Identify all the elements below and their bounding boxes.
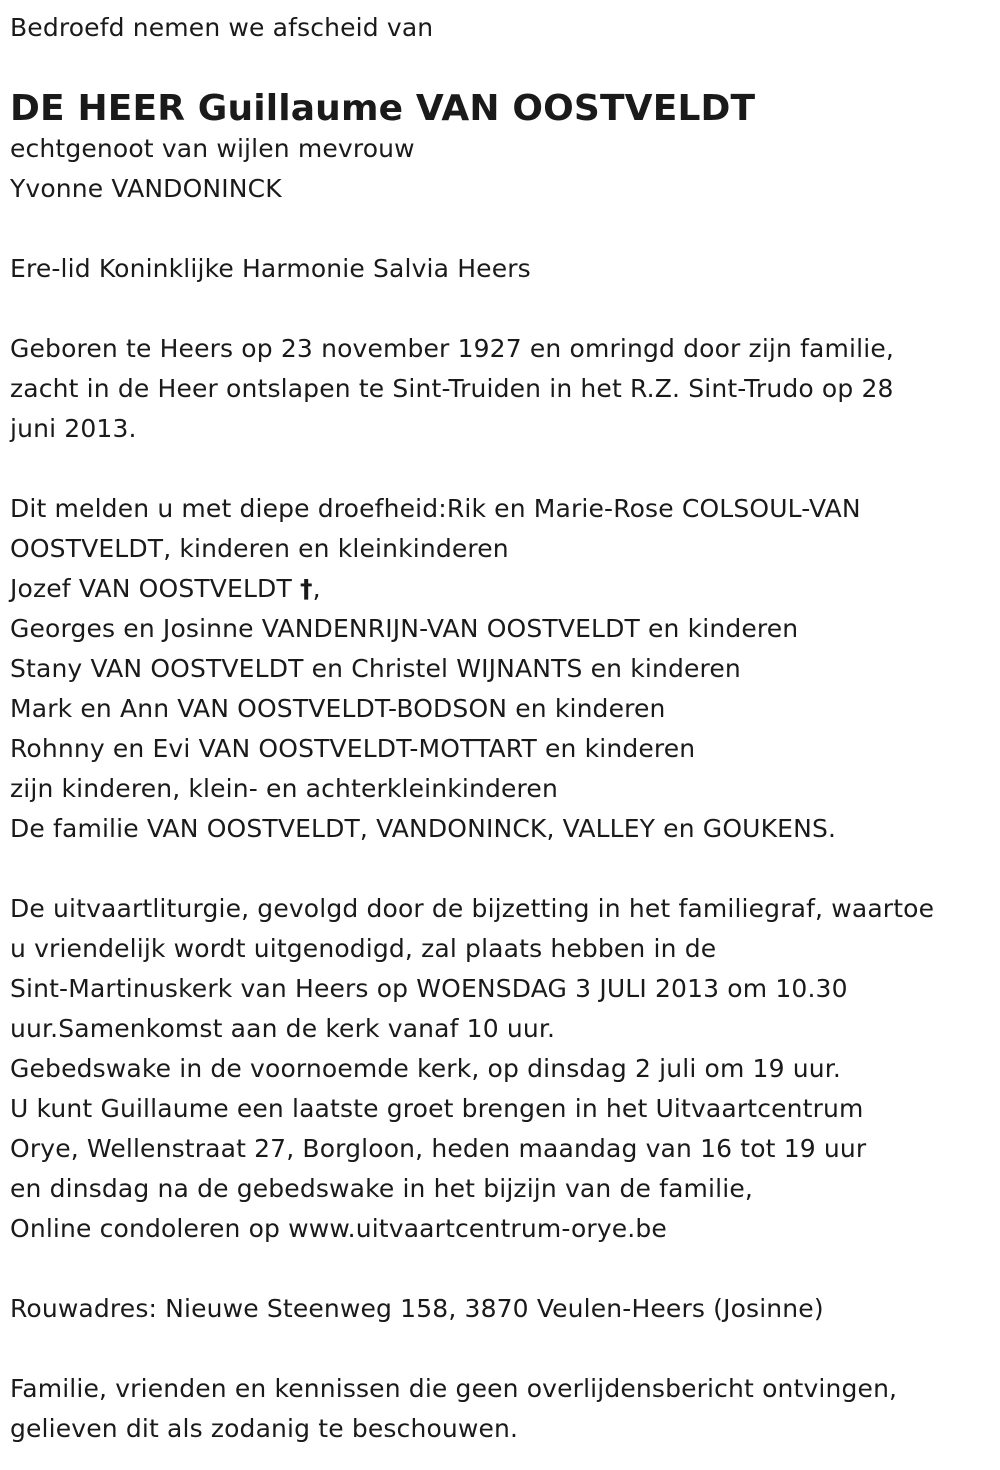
funeral-line: U kunt Guillaume een laatste groet brengen in het Uitvaartcentrum (10, 1094, 864, 1123)
family-line: Dit melden u met diepe droefheid:Rik en Marie-Rose COLSOUL-VAN (10, 494, 861, 523)
jozef-name: Jozef VAN OOSTVELDT (10, 574, 300, 603)
family-line: zijn kinderen, klein- en achterkleinkinderen (10, 774, 558, 803)
funeral-line: en dinsdag na de gebedswake in het bijzijn van de familie, (10, 1174, 753, 1203)
cross-icon: † (299, 574, 313, 603)
obituary-notice (10, 8, 995, 1449)
closing-line: gelieven dit als zodanig te beschouwen. (10, 1414, 519, 1443)
birth-death-line: zacht in de Heer ontslapen te Sint-Truiden in het R.Z. Sint-Trudo op 28 (10, 374, 894, 403)
funeral-line: uur.Samenkomst aan de kerk vanaf 10 uur. (10, 1014, 556, 1043)
family-line: Mark en Ann VAN OOSTVELDT-BODSON en kinderen (10, 694, 666, 723)
family-line-jozef (10, 569, 995, 609)
spacer (10, 1249, 995, 1289)
funeral-paragraph (10, 889, 995, 1249)
closing-line: Familie, vrienden en kennissen die geen overlijdensbericht ontvingen, (10, 1374, 898, 1403)
funeral-line: Sint-Martinuskerk van Heers op WOENSDAG 3 JULI 2013 om 10.30 (10, 974, 848, 1003)
jozef-suffix: , (312, 574, 321, 603)
family-line: Rohnny en Evi VAN OOSTVELDT-MOTTART en kinderen (10, 734, 696, 763)
closing-paragraph (10, 1369, 995, 1449)
family-line: OOSTVELDT, kinderen en kleinkinderen (10, 534, 509, 563)
birth-death-line: juni 2013. (10, 414, 137, 443)
family-paragraph (10, 489, 995, 849)
mourning-address: Rouwadres: Nieuwe Steenweg 158, 3870 Veulen-Heers (Josinne) (10, 1294, 824, 1323)
intro-text: Bedroefd nemen we afscheid van (10, 13, 434, 42)
funeral-line: Online condoleren op www.uitvaartcentrum-orye.be (10, 1214, 667, 1243)
spacer (10, 48, 995, 88)
spacer (10, 449, 995, 489)
deceased-name: DE HEER Guillaume VAN OOSTVELDT (10, 88, 756, 129)
spacer (10, 209, 995, 249)
funeral-line: Gebedswake in de voornoemde kerk, op dinsdag 2 juli om 19 uur. (10, 1054, 841, 1083)
funeral-line: u vriendelijk wordt uitgenodigd, zal plaats hebben in de (10, 934, 717, 963)
spacer (10, 849, 995, 889)
birth-death-line: Geboren te Heers op 23 november 1927 en omringd door zijn familie, (10, 334, 894, 363)
family-line: De familie VAN OOSTVELDT, VANDONINCK, VALLEY en GOUKENS. (10, 814, 837, 843)
funeral-line: De uitvaartliturgie, gevolgd door de bijzetting in het familiegraf, waartoe (10, 894, 935, 923)
spacer (10, 1329, 995, 1369)
spouse-line-2: Yvonne VANDONINCK (10, 174, 282, 203)
spacer (10, 289, 995, 329)
funeral-line: Orye, Wellenstraat 27, Borgloon, heden maandag van 16 tot 19 uur (10, 1134, 867, 1163)
family-line: Georges en Josinne VANDENRIJN-VAN OOSTVELDT en kinderen (10, 614, 799, 643)
family-line: Stany VAN OOSTVELDT en Christel WIJNANTS en kinderen (10, 654, 741, 683)
spouse-line-1: echtgenoot van wijlen mevrouw (10, 134, 415, 163)
birth-death-paragraph (10, 329, 995, 449)
membership-text: Ere-lid Koninklijke Harmonie Salvia Heers (10, 254, 531, 283)
